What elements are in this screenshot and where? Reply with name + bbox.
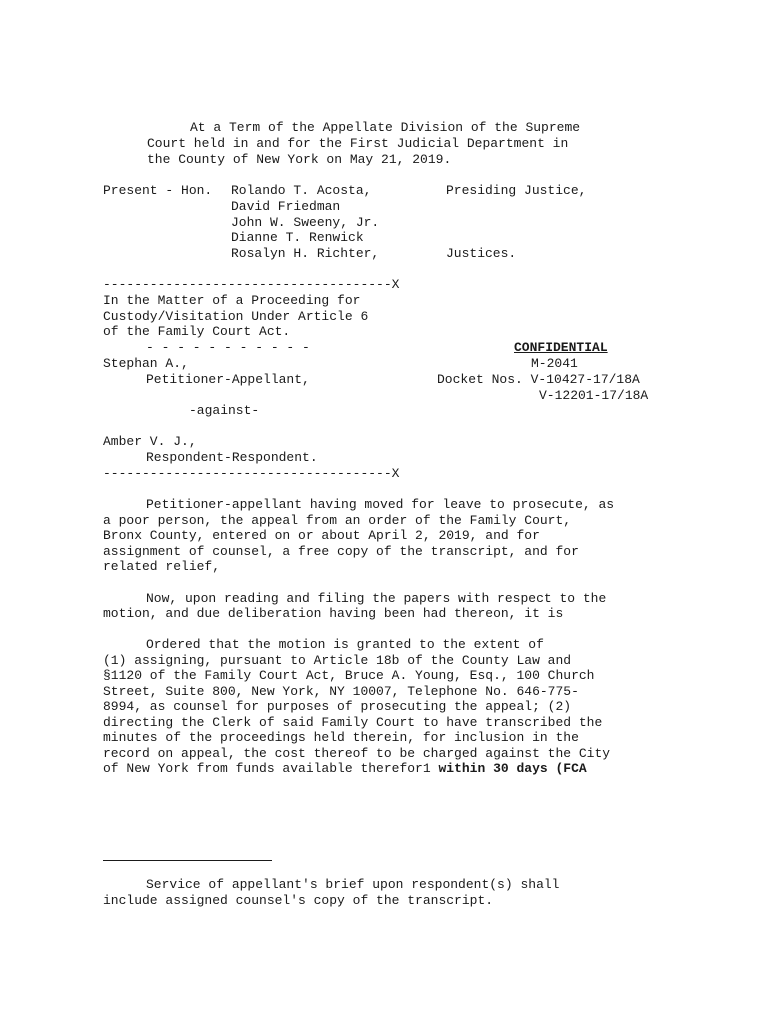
paragraph-line: assignment of counsel, a free copy of the transcript, and for [103, 544, 579, 559]
paragraph-line: a poor person, the appeal from an order of the Family Court, [103, 513, 572, 528]
justices-title: Justices. [446, 246, 517, 261]
caption-dashes: - - - - - - - - - - - [146, 340, 310, 355]
paragraph-line: minutes of the proceedings held therein, for inclusion in the [103, 730, 579, 745]
paragraph-line: directing the Clerk of said Family Court to have transcribed the [103, 715, 603, 730]
present-label: Present - Hon. [103, 183, 213, 198]
petitioner-role: Petitioner-Appellant, [146, 372, 310, 387]
judge-name: David Friedman [231, 199, 341, 214]
confidential-label: CONFIDENTIAL [514, 340, 608, 355]
paragraph-line: record on appeal, the cost thereof to be charged against the City [103, 746, 611, 761]
matter-line-3: of the Family Court Act. [103, 324, 291, 339]
paragraph-last-line [103, 761, 587, 777]
header-line-2: Court held in and for the First Judicial Department in [147, 136, 569, 151]
judge-name: Rosalyn H. Richter, [231, 246, 380, 261]
judge-name: John W. Sweeny, Jr. [231, 215, 380, 230]
docket-line-1: Docket Nos. V-10427-17/18A [437, 372, 640, 387]
paragraph-line: (1) assigning, pursuant to Article 18b of the County Law and [103, 653, 572, 668]
paragraph-line: Bronx County, entered on or about April 2, 2019, and for [103, 528, 540, 543]
presiding-justice-title: Presiding Justice, [446, 183, 587, 198]
paragraph-line: Ordered that the motion is granted to the extent of [146, 637, 544, 652]
respondent-name: Amber V. J., [103, 434, 197, 449]
matter-line-2: Custody/Visitation Under Article 6 [103, 309, 369, 324]
paragraph-line: motion, and due deliberation having been had thereon, it is [103, 606, 564, 621]
footnote-line-1: Service of appellant's brief upon respondent(s) shall [146, 877, 560, 892]
paragraph-line: Petitioner-appellant having moved for leave to prosecute, as [146, 497, 615, 512]
matter-line-1: In the Matter of a Proceeding for [103, 293, 361, 308]
deadline-text: within 30 days (FCA [438, 761, 587, 776]
header-line-3: the County of New York on May 21, 2019. [147, 152, 452, 167]
caption-rule-top: -------------------------------------X [103, 277, 400, 292]
caption-rule-bottom: -------------------------------------X [103, 466, 400, 481]
paragraph-text: of New York from funds available therefor1 [103, 761, 439, 776]
footnote-line-2: include assigned counsel's copy of the transcript. [103, 893, 494, 908]
header-line-1: At a Term of the Appellate Division of the Supreme [190, 120, 581, 135]
footnote-divider [103, 860, 272, 861]
against-label: -against- [189, 403, 260, 418]
paragraph-line: Street, Suite 800, New York, NY 10007, Telephone No. 646-775- [103, 684, 579, 699]
docket-line-2: V-12201-17/18A [539, 388, 649, 403]
petitioner-name: Stephan A., [103, 356, 189, 371]
paragraph-line: Now, upon reading and filing the papers with respect to the [146, 591, 607, 606]
judge-name: Dianne T. Renwick [231, 230, 364, 245]
paragraph-line: §1120 of the Family Court Act, Bruce A. Young, Esq., 100 Church [103, 668, 595, 683]
motion-number: M-2041 [531, 356, 578, 371]
paragraph-line: 8994, as counsel for purposes of prosecuting the appeal; (2) [103, 699, 572, 714]
paragraph-line: related relief, [103, 559, 221, 574]
judge-name: Rolando T. Acosta, [231, 183, 372, 198]
respondent-role: Respondent-Respondent. [146, 450, 318, 465]
